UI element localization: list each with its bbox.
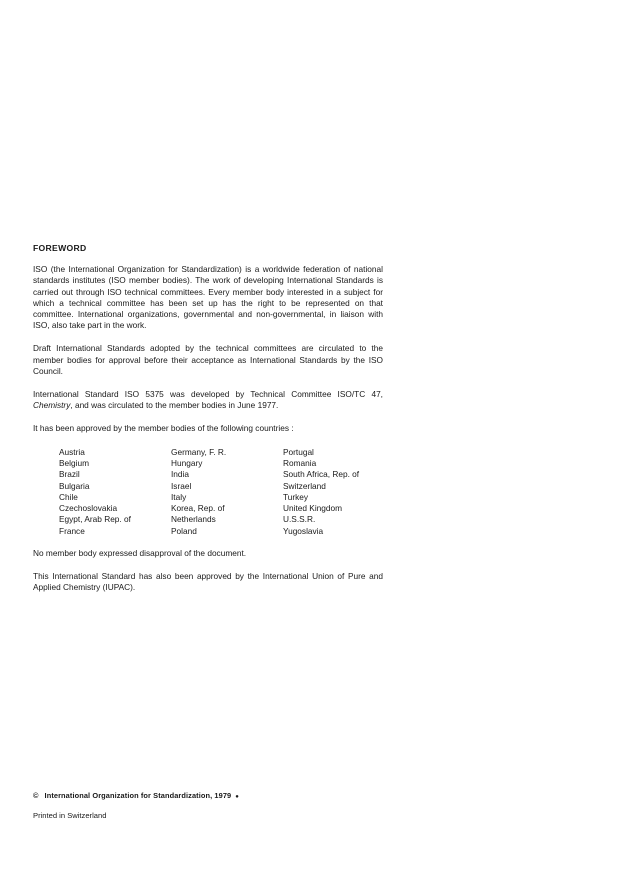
country-item: Austria [59,446,85,457]
country-item: Brazil [59,469,80,480]
countries-column-2 [171,447,283,537]
development-text-start: International Standard ISO 5375 was developed by Technical Committee ISO/TC 47, [33,389,383,400]
paragraph-iupac-approval: This International Standard has also been approved by the International Union of Pure and Applied Chemistry (IUPAC). [33,571,383,593]
bullet-icon: ● [235,794,239,800]
country-item: Egypt, Arab Rep. of [59,514,131,525]
country-item: Hungary [171,457,203,468]
country-item: Romania [283,457,317,468]
country-item: Turkey [283,491,309,502]
country-item: South Africa, Rep. of [283,469,360,480]
country-item: Switzerland [283,480,326,491]
country-item: India [171,469,189,480]
paragraph-iso-description: ISO (the International Organization for Standardization) is a worldwide federation of national standards institutes (ISO member bodies). The work of developing International Standards is carried out through ISO technical committees. Every member body interested in a subject for which a technical committee has been set up has the right to be represented on that committee. International organizations, governmental and non-governmental, in liaison with ISO, also take part in the work. [33,264,383,331]
country-item: Italy [171,491,187,502]
paragraph-development [33,389,383,411]
countries-column-3 [283,447,403,537]
copyright-symbol: © [33,791,39,800]
country-item: Portugal [283,446,314,457]
country-item: Belgium [59,457,89,468]
countries-list [59,447,383,537]
development-text-end: , and was circulated to the member bodies in June 1977. [70,400,279,411]
copyright-text: International Organization for Standardization, 1979 [44,791,232,800]
paragraph-approval-intro: It has been approved by the member bodies of the following countries : [33,423,294,434]
country-item: Netherlands [171,514,216,525]
country-item: U.S.S.R. [283,514,316,525]
country-item: Israel [171,480,192,491]
country-item: United Kingdom [283,503,343,514]
country-item: Yugoslavia [283,525,324,536]
paragraph-draft-standards: Draft International Standards adopted by the technical committees are circulated to the member bodies for approval before their acceptance as International Standards by the ISO Council. [33,343,383,376]
printed-in-line: Printed in Switzerland [33,811,107,820]
paragraph-no-disapproval: No member body expressed disapproval of the document. [33,548,247,559]
section-heading: FOREWORD [33,243,87,253]
country-item: Bulgaria [59,480,90,491]
country-item: France [59,525,85,536]
country-item: Poland [171,525,197,536]
countries-column-1 [59,447,171,537]
foreword-section [33,243,383,606]
country-item: Korea, Rep. of [171,503,225,514]
committee-name: Chemistry [33,400,71,411]
country-item: Germany, F. R. [171,446,227,457]
country-item: Chile [59,491,78,502]
country-item: Czechoslovakia [59,503,118,514]
copyright-line [33,791,239,800]
